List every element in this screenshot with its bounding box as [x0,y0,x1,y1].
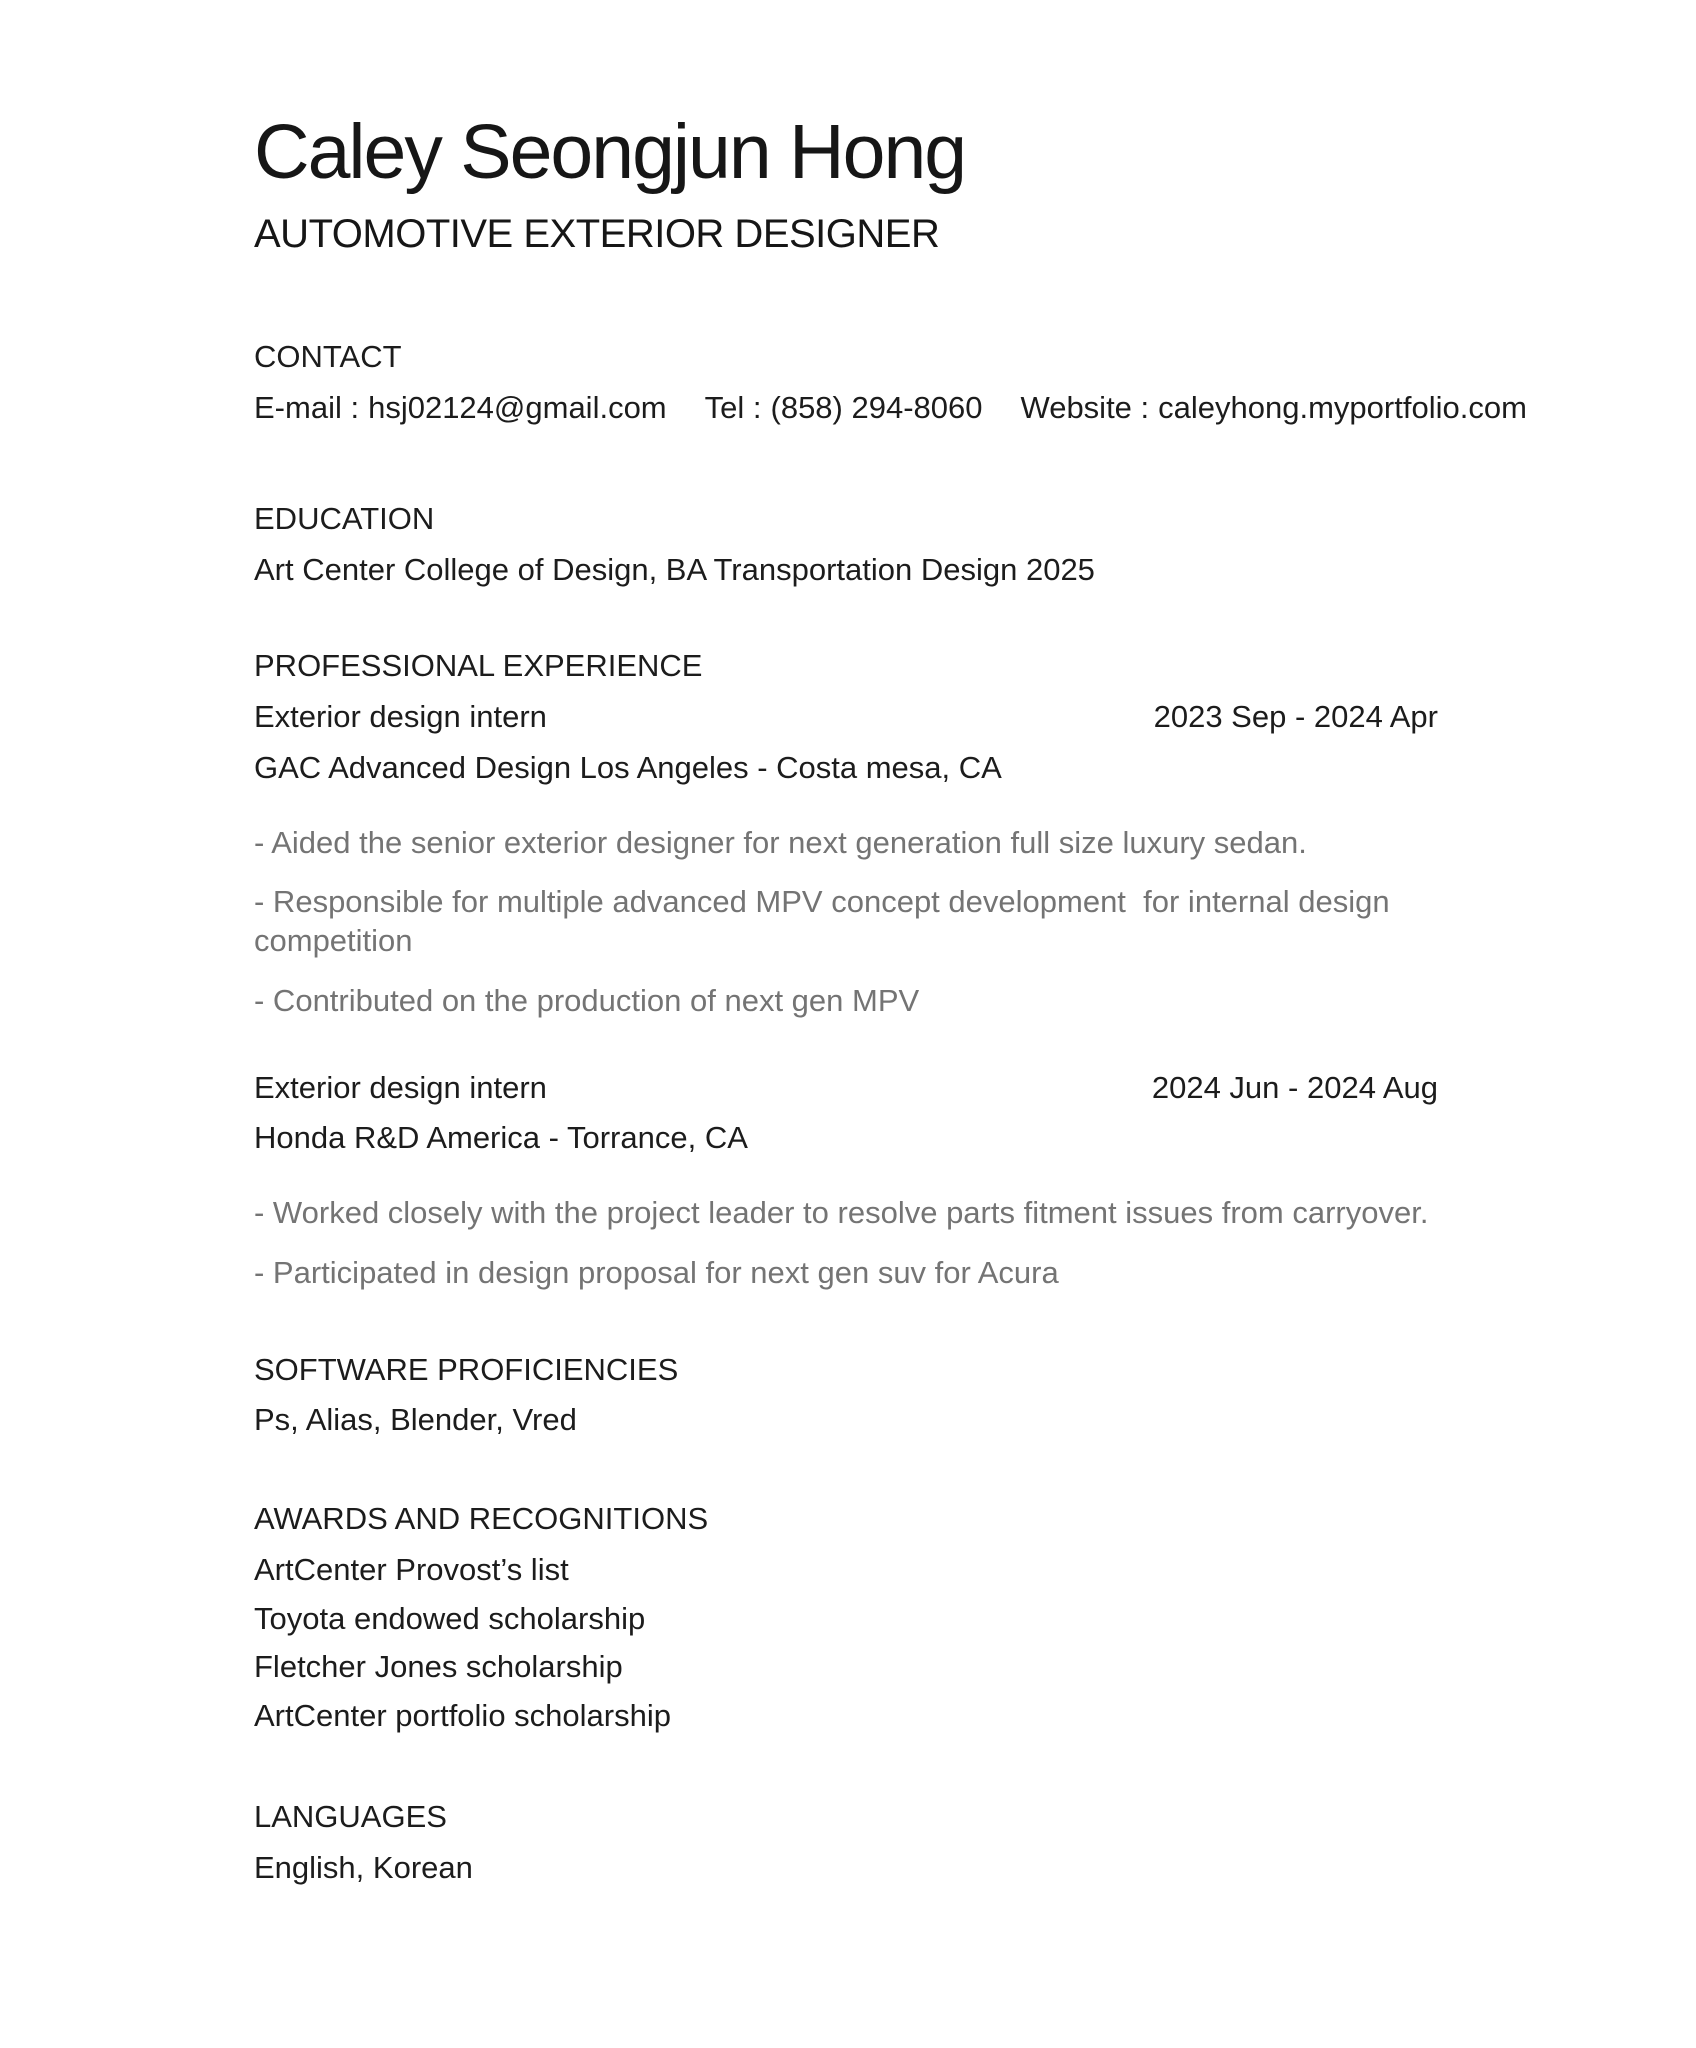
software-line: Ps, Alias, Blender, Vred [254,1402,577,1438]
software-heading: SOFTWARE PROFICIENCIES [254,1351,679,1387]
contact-section [254,338,1527,428]
bullet-item: - Contributed on the production of next gen MPV [254,982,920,1018]
languages-heading: LANGUAGES [254,1798,447,1834]
job-bullets [254,1194,1438,1293]
job-dates: 2024 Jun - 2024 Aug [1151,1069,1438,1105]
job-gac [254,698,1438,1021]
experience-section [254,647,1438,1292]
bullet-item: - Aided the senior exterior designer for next generation full size luxury sedan. [254,824,1307,860]
award-item: Fletcher Jones scholarship [254,1649,623,1685]
candidate-name: Caley Seongjun Hong [254,109,966,195]
job-title: Exterior design intern [254,699,547,734]
education-heading: EDUCATION [254,500,435,536]
contact-row [254,389,1527,428]
experience-heading: PROFESSIONAL EXPERIENCE [254,648,703,684]
website-item [1021,389,1527,428]
education-line: Art Center College of Design, BA Transportation Design 2025 [254,551,1095,587]
award-item: ArtCenter portfolio scholarship [254,1698,671,1733]
tel-item [705,389,983,428]
awards-heading: AWARDS AND RECOGNITIONS [254,1501,709,1536]
job-dates: 2023 Sep - 2024 Apr [1153,699,1438,734]
languages-line: English, Korean [254,1849,473,1885]
job-honda [254,1069,1438,1293]
email-label: E-mail : [254,390,360,425]
awards-list [254,1551,1438,1736]
bullet-item: - Participated in design proposal for next gen suv for Acura [254,1254,1059,1290]
languages-section [254,1798,1438,1888]
website-value: caleyhong.myportfolio.com [1158,390,1527,425]
job-company: Honda R&D America - Torrance, CA [254,1120,748,1156]
tel-value: (858) 294-8060 [770,390,983,425]
email-item [254,389,667,428]
resume-header [254,104,1438,258]
job-header [254,1069,1438,1108]
job-header [254,698,1438,737]
website-label: Website : [1020,390,1150,425]
award-item: Toyota endowed scholarship [254,1600,646,1636]
job-title: Exterior design intern [254,1069,547,1105]
bullet-item: - Responsible for multiple advanced MPV concept development for internal design competition [254,884,1399,958]
email-value: hsj02124@gmail.com [368,390,667,425]
education-section [254,500,1438,590]
job-bullets [254,824,1438,1021]
job-company: GAC Advanced Design Los Angeles - Costa mesa, CA [254,749,1002,785]
award-item: ArtCenter Provost’s list [254,1551,569,1587]
contact-heading: CONTACT [254,339,402,375]
candidate-role: AUTOMOTIVE EXTERIOR DESIGNER [254,212,940,257]
awards-section [254,1500,1438,1736]
bullet-item: - Worked closely with the project leader to resolve parts fitment issues from carryover. [254,1195,1429,1230]
tel-label: Tel : [704,390,762,425]
software-section [254,1351,1438,1441]
